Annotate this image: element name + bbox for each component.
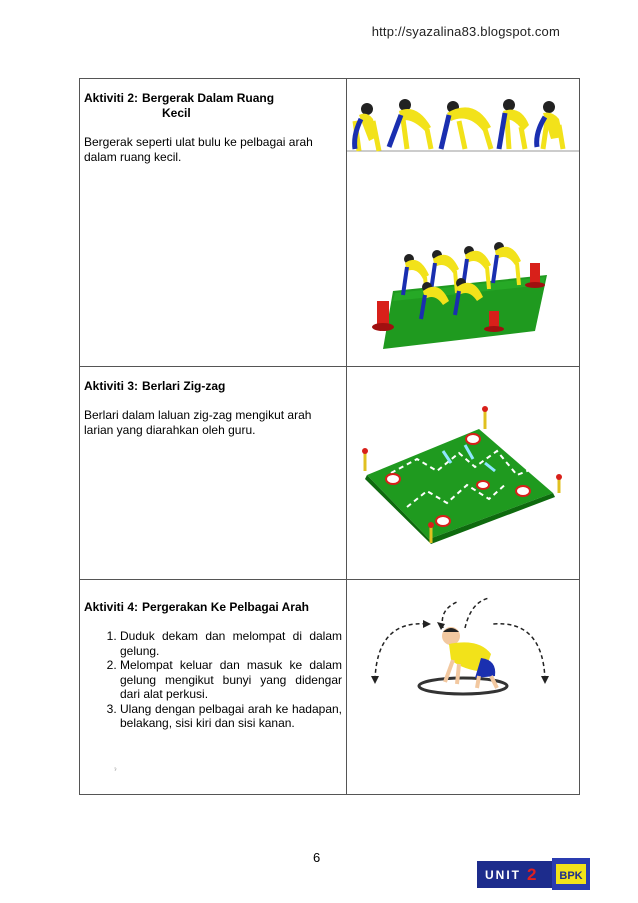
activity-3-illustration <box>347 367 580 580</box>
bpk-logo <box>552 858 590 890</box>
activity-4-text <box>80 580 347 795</box>
crawler-figures-row <box>355 99 563 151</box>
activity-3-description: Berlari dalam laluan zig-zag mengikut arah larian yang diarahkan oleh guru. <box>84 408 312 437</box>
activity-table <box>79 78 580 795</box>
stray-mark: ˀ <box>114 768 117 775</box>
step-2: 2. Melompat keluar dan masuk ke dalam gelung mengikut bunyi yang didengar dari alat perkusi. <box>120 658 342 702</box>
activity-2-illustration <box>347 79 580 367</box>
cone-right <box>525 263 545 288</box>
activity-2-title-line1: Bergerak Dalam Ruang <box>142 91 275 105</box>
header-url[interactable]: http://syazalina83.blogspot.com <box>371 24 560 39</box>
activity-2-number: Aktiviti 2: <box>84 91 139 105</box>
activity-row-4 <box>80 580 580 795</box>
activity-4-title-text: Pergerakan Ke Pelbagai Arah <box>142 600 309 614</box>
activity-row-3 <box>80 367 580 580</box>
activity-2-title-line2: Kecil <box>162 106 191 120</box>
step-3: 3. Ulang dengan pelbagai arah ke hadapan, belakang, sisi kiri dan sisi kanan. <box>120 702 342 731</box>
unit-badge <box>477 861 552 888</box>
unit-label: UNIT <box>485 867 521 882</box>
activity-2-title <box>84 91 342 121</box>
activity-3-title-text: Berlari Zig-zag <box>142 379 226 393</box>
unit-number: 2 <box>527 864 537 884</box>
step-1: 1. Duduk dekam dan melompat di dalam gelung. <box>120 629 342 658</box>
caterpillar-crawl-image <box>347 79 579 354</box>
activity-2-description: Bergerak seperti ulat bulu ke pelbagai arah dalam ruang kecil. <box>84 135 313 164</box>
bpk-logo-text: BPK <box>559 870 583 882</box>
activity-4-title <box>84 600 342 615</box>
activity-3-text <box>80 367 347 580</box>
activity-4-number: Aktiviti 4: <box>84 600 139 614</box>
hoop-jump-image <box>347 580 579 782</box>
activity-3-number: Aktiviti 3: <box>84 379 139 393</box>
page-number: 6 <box>313 850 321 865</box>
activity-row-2 <box>80 79 580 367</box>
activity-4-illustration <box>347 580 580 795</box>
activity-4-steps <box>84 629 342 731</box>
zigzag-field-image <box>347 367 579 567</box>
activity-2-text <box>80 79 347 367</box>
activity-3-title <box>84 379 342 394</box>
